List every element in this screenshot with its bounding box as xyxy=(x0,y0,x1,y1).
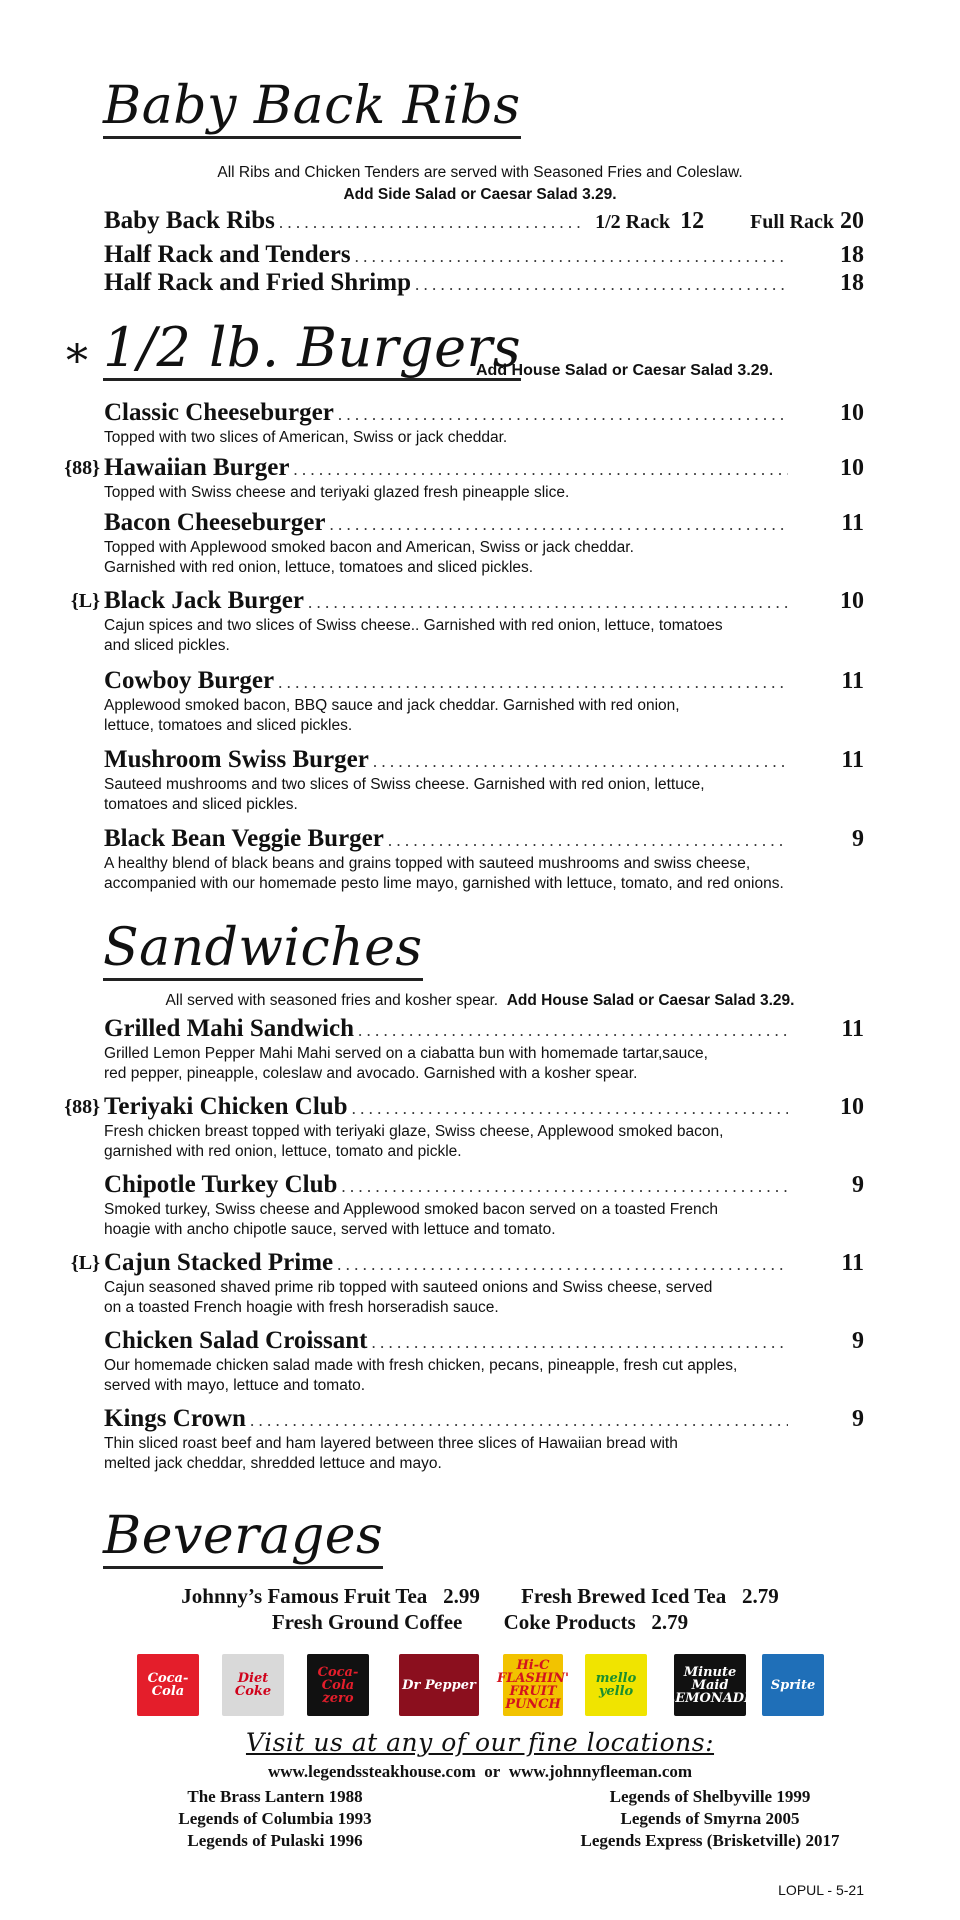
menu-item-row xyxy=(104,1326,864,1356)
menu-item-row xyxy=(70,1248,864,1278)
item-name: Mushroom Swiss Burger xyxy=(104,746,369,773)
menu-item xyxy=(104,824,864,894)
menu-item-row xyxy=(104,268,864,298)
leader-dots xyxy=(250,1411,788,1431)
item-description: Sauteed mushrooms and two slices of Swiss cheese. Garnished with red onion, lettuce, tomatoes and sliced pickles. xyxy=(104,776,705,813)
leader-dots xyxy=(337,1255,788,1275)
item-description: Cajun seasoned shaved prime rib topped with sauteed onions and Swiss cheese, served on a toasted French hoagie with fresh horseradish sauce. xyxy=(104,1279,713,1316)
item-description: Cajun spices and two slices of Swiss cheese.. Garnished with red onion, lettuce, tomatoes and sliced pickles. xyxy=(104,617,723,654)
menu-item-row xyxy=(104,1014,864,1044)
location-brisketville: Legends Express (Brisketville) 2017 xyxy=(580,1831,840,1850)
item-name: Chicken Salad Croissant xyxy=(104,1327,368,1354)
menu-code: LOPUL - 5-21 xyxy=(778,1882,864,1898)
item-price: 11 xyxy=(841,1016,864,1042)
menu-item-row xyxy=(64,453,864,483)
burgers-star: * xyxy=(66,336,89,387)
item-price: 10 xyxy=(840,1094,864,1120)
item-price: 9 xyxy=(852,1406,864,1432)
leader-dots xyxy=(352,1099,788,1119)
menu-item xyxy=(104,508,864,578)
leader-dots xyxy=(279,213,581,233)
menu-item-row xyxy=(104,745,864,775)
item-description: Topped with Applewood smoked bacon and American, Swiss or jack cheddar. Garnished with red onion, lettuce, tomatoes and sliced pickles. xyxy=(104,539,634,576)
location-shelbyville: Legends of Shelbyville 1999 xyxy=(609,1787,811,1806)
item-description: Grilled Lemon Pepper Mahi Mahi served on a ciabatta bun with homemade tartar,sauce, red pepper, pineapple, coleslaw and avocado. Garnished with a kosher spear. xyxy=(104,1045,708,1082)
item-name: Teriyaki Chicken Club xyxy=(104,1093,348,1120)
menu-item xyxy=(104,745,864,815)
soda-logo: Dr Pepper xyxy=(399,1654,479,1716)
location-pulaski: Legends of Pulaski 1996 xyxy=(187,1831,363,1850)
menu-item-row xyxy=(70,586,864,616)
item-price: 10 xyxy=(840,455,864,481)
item-price: 11 xyxy=(841,1250,864,1276)
leader-dots xyxy=(278,673,788,693)
website-or: or xyxy=(484,1762,501,1781)
soda-logo: mello yello xyxy=(585,1654,647,1716)
locations-left xyxy=(150,1786,400,1852)
location-smyrna: Legends of Smyrna 2005 xyxy=(620,1809,800,1828)
menu-item-row xyxy=(104,398,864,428)
beverages-section-title: Beverages xyxy=(103,1506,383,1569)
soda-logo: Coca-Cola zero xyxy=(307,1654,369,1716)
websites xyxy=(0,1762,960,1782)
item-price: 9 xyxy=(852,826,864,852)
location-brass-lantern: The Brass Lantern 1988 xyxy=(187,1787,363,1806)
leader-dots xyxy=(308,593,788,613)
item-name: Classic Cheeseburger xyxy=(104,399,334,426)
item-name: Half Rack and Tenders xyxy=(104,241,351,268)
item-name: Black Bean Veggie Burger xyxy=(104,825,384,852)
item-description: Thin sliced roast beef and ham layered between three slices of Hawaiian bread with melted jack cheddar, shredded lettuce and mayo. xyxy=(104,1435,678,1472)
item-name: Cowboy Burger xyxy=(104,667,275,694)
item-name: Black Jack Burger xyxy=(104,587,304,614)
menu-item-row xyxy=(104,508,864,538)
sandwiches-section-title: Sandwiches xyxy=(103,918,423,981)
ribs-salad-note: Add Side Salad or Caesar Salad 3.29. xyxy=(343,186,617,203)
item-price: 11 xyxy=(841,747,864,773)
menu-item xyxy=(104,1014,864,1084)
website-johnnyfleeman: www.johnnyfleeman.com xyxy=(508,1762,693,1781)
menu-item xyxy=(104,1326,864,1396)
item-price: 11 xyxy=(841,668,864,694)
item-tag: {L} xyxy=(70,1252,100,1274)
menu-item xyxy=(104,666,864,736)
item-name: Grilled Mahi Sandwich xyxy=(104,1015,355,1042)
ribs-section-title: Baby Back Ribs xyxy=(103,76,521,139)
menu-item xyxy=(104,1170,864,1240)
item-name: Kings Crown xyxy=(104,1405,246,1432)
leader-dots xyxy=(293,460,788,480)
menu-item xyxy=(70,1248,864,1318)
item-description: Topped with two slices of American, Swiss or jack cheddar. xyxy=(104,429,508,446)
leader-dots xyxy=(341,1177,788,1197)
menu-item xyxy=(70,586,864,656)
menu-item-row xyxy=(104,1404,864,1434)
beverages-line-1 xyxy=(0,1584,960,1609)
beverages-line-2 xyxy=(0,1610,960,1635)
sandwiches-note-plain: All served with seasoned fries and kosher spear. xyxy=(165,992,499,1009)
beverage-fruit-tea: Johnny’s Famous Fruit Tea 2.99 xyxy=(181,1584,480,1608)
half-rack-price: 12 xyxy=(680,208,705,234)
item-name: Chipotle Turkey Club xyxy=(104,1171,338,1198)
menu-item-row xyxy=(104,666,864,696)
item-description: Smoked turkey, Swiss cheese and Applewood smoked bacon served on a toasted French hoagie with ancho chipotle sauce, served with lettuce and tomato. xyxy=(104,1201,719,1238)
menu-item xyxy=(64,453,864,503)
leader-dots xyxy=(330,515,789,535)
item-tag: {88} xyxy=(64,457,100,479)
item-price: 10 xyxy=(840,588,864,614)
beverage-coffee: Fresh Ground Coffee xyxy=(271,1610,463,1634)
item-price: 9 xyxy=(852,1172,864,1198)
locations-right xyxy=(540,1786,880,1852)
item-price: 11 xyxy=(841,510,864,536)
menu-item xyxy=(104,1404,864,1474)
item-name: Bacon Cheeseburger xyxy=(104,509,326,536)
sandwiches-note xyxy=(0,992,960,1010)
full-rack-label: Full Rack xyxy=(750,211,834,233)
item-price: 18 xyxy=(840,242,864,268)
soda-logos xyxy=(137,1654,837,1716)
soda-logo: Minute Maid LEMONADE xyxy=(674,1654,746,1716)
leader-dots xyxy=(373,752,788,772)
item-description: Applewood smoked bacon, BBQ sauce and jack cheddar. Garnished with red onion, lettuce, tomatoes and sliced pickles. xyxy=(104,697,680,734)
half-rack-label: 1/2 Rack xyxy=(595,211,671,233)
burgers-section-title: 1/2 lb. Burgers xyxy=(103,316,522,379)
item-name: Half Rack and Fried Shrimp xyxy=(104,269,411,296)
sandwiches-salad-note: Add House Salad or Caesar Salad 3.29. xyxy=(506,992,795,1009)
leader-dots xyxy=(338,405,788,425)
item-name: Hawaiian Burger xyxy=(104,454,290,481)
item-description: A healthy blend of black beans and grains topped with sauteed mushrooms and swiss cheese, accompanied with our homemade pesto lime mayo, garnished with lettuce, tomato, and red onions. xyxy=(104,855,784,892)
menu-item-row xyxy=(104,1170,864,1200)
soda-logo: Sprite xyxy=(762,1654,824,1716)
item-description: Fresh chicken breast topped with teriyaki glaze, Swiss cheese, Applewood smoked bacon, garnished with red onion, lettuce, tomato and pickle. xyxy=(104,1123,724,1160)
leader-dots xyxy=(355,247,788,267)
item-name: Cajun Stacked Prime xyxy=(104,1249,334,1276)
item-price: 9 xyxy=(852,1328,864,1354)
item-description: Our homemade chicken salad made with fresh chicken, pecans, pineapple, fresh cut apples, served with mayo, lettuce and tomato. xyxy=(104,1357,738,1394)
soda-logo: Diet Coke xyxy=(222,1654,284,1716)
menu-item-row xyxy=(104,824,864,854)
leader-dots xyxy=(415,275,788,295)
leader-dots xyxy=(372,1333,789,1353)
full-rack-price: 20 xyxy=(840,208,864,234)
website-legends: www.legendssteakhouse.com xyxy=(267,1762,476,1781)
soda-logo: Hi-C FLASHIN' FRUIT PUNCH xyxy=(503,1654,563,1716)
item-price: 18 xyxy=(840,270,864,296)
soda-logo: Coca-Cola xyxy=(137,1654,199,1716)
menu-item xyxy=(104,240,864,270)
leader-dots xyxy=(388,831,788,851)
ribs-note: All Ribs and Chicken Tenders are served with Seasoned Fries and Coleslaw. xyxy=(217,164,743,181)
menu-item-row xyxy=(104,240,864,270)
menu-item xyxy=(104,268,864,298)
menu-item xyxy=(64,1092,864,1162)
menu-item-row xyxy=(64,1092,864,1122)
beverage-coke-products: Coke Products 2.79 xyxy=(503,1610,689,1634)
menu-item-baby-back-ribs xyxy=(104,206,864,236)
item-tag: {88} xyxy=(64,1096,100,1118)
burgers-salad-note: Add House Salad or Caesar Salad 3.29. xyxy=(476,362,774,379)
menu-item xyxy=(104,398,864,448)
leader-dots xyxy=(358,1021,788,1041)
item-description: Topped with Swiss cheese and teriyaki glazed fresh pineapple slice. xyxy=(104,484,570,501)
location-columbia: Legends of Columbia 1993 xyxy=(178,1809,372,1828)
item-price: 10 xyxy=(840,400,864,426)
item-tag: {L} xyxy=(70,590,100,612)
item-name: Baby Back Ribs xyxy=(104,207,275,234)
beverage-iced-tea: Fresh Brewed Iced Tea 2.79 xyxy=(521,1584,779,1608)
visit-locations-heading: Visit us at any of our fine locations: xyxy=(245,1728,715,1757)
